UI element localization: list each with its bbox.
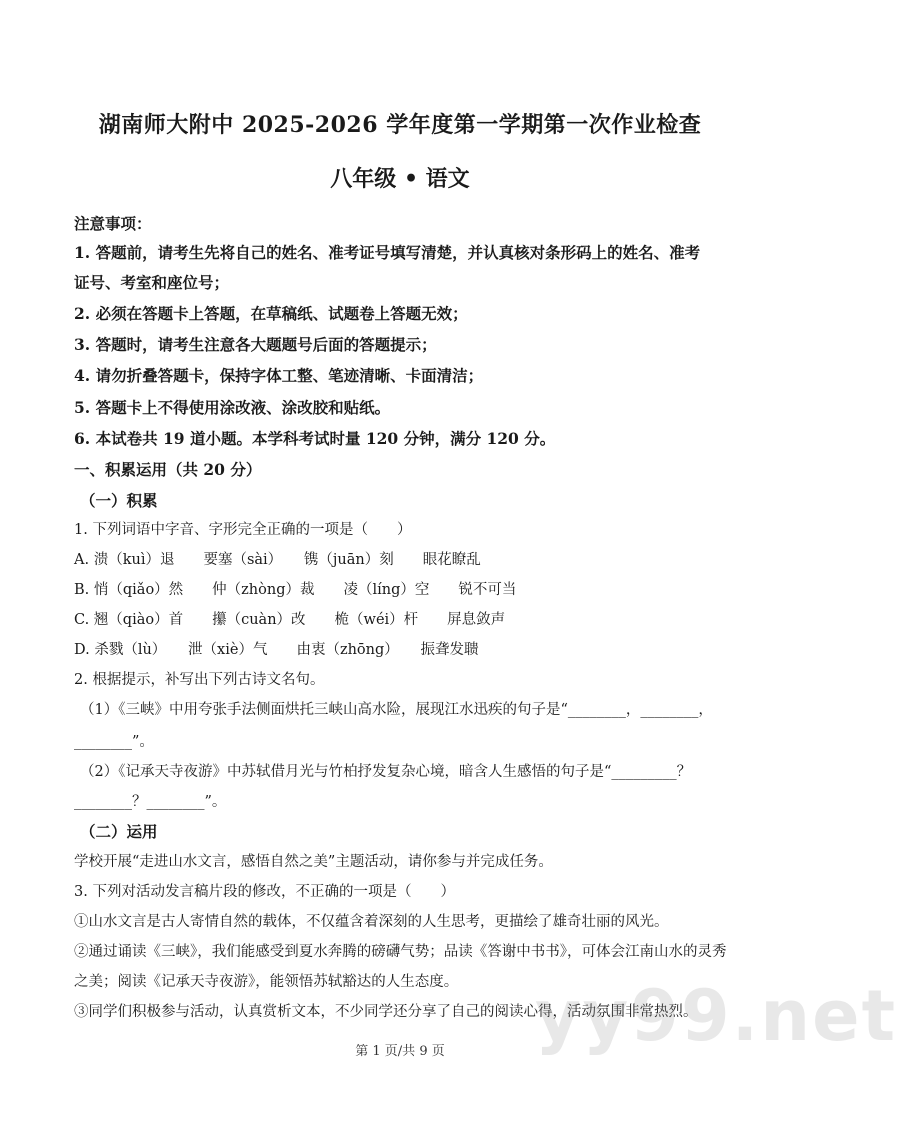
page-footer: 第 1 页/共 9 页: [355, 1044, 445, 1059]
question-2: 2. 根据提示，补写出下列古诗文名句。: [74, 672, 325, 688]
speech-line: ①山水文言是古人寄情自然的载体，不仅蕴含着深刻的人生思考，更描绘了雄奇壮丽的风光。: [74, 914, 669, 930]
watermark: yy99.net: [535, 975, 897, 1057]
subsection-heading: （二）运用: [80, 822, 158, 841]
option-b: B. 悄（qiǎo）然 仲（zhòng）裁 凌（líng）空 锐不可当: [74, 582, 517, 598]
notice-item: 2. 必须在答题卡上答题，在草稿纸、试题卷上答题无效；: [74, 304, 468, 323]
speech-line: ②通过诵读《三峡》，我们能感受到夏水奔腾的磅礴气势；品读《答谢中书书》，可体会江南山水的灵秀: [74, 944, 727, 960]
subsection-heading: （一）积累: [80, 491, 158, 510]
option-d: D. 杀戮（lù） 泄（xiè）气 由衷（zhōng） 振聋发聩: [74, 642, 479, 658]
question-3: 3. 下列对活动发言稿片段的修改，不正确的一项是（ ）: [74, 884, 455, 900]
exam-title: 湖南师大附中 2025-2026 学年度第一学期第一次作业检查: [98, 112, 702, 138]
option-c: C. 翘（qiào）首 攥（cuàn）改 桅（wéi）杆 屏息敛声: [74, 612, 506, 628]
question-2-1: （1）《三峡》中用夸张手法侧面烘托三峡山高水险，展现江水迅疾的句子是“________，________，: [80, 702, 713, 718]
activity-intro: 学校开展“走进山水文言，感悟自然之美”主题活动，请你参与并完成任务。: [74, 854, 553, 870]
question-1: 1. 下列词语中字音、字形完全正确的一项是（ ）: [74, 522, 412, 538]
section-heading: 一、积累运用（共 20 分）: [74, 460, 262, 479]
speech-line: 之美；阅读《记承天寺夜游》，能领悟苏轼豁达的人生态度。: [74, 974, 459, 990]
exam-subtitle: 八年级 • 语文: [330, 166, 470, 192]
question-2-2: （2）《记承天寺夜游》中苏轼借月光与竹柏抒发复杂心境，暗含人生感悟的句子是“_________？: [80, 764, 692, 780]
question-2-1-cont: ________”。: [74, 734, 154, 750]
question-2-2-cont: ________？________”。: [74, 794, 227, 810]
option-a: A. 溃（kuì）退 要塞（sài） 镌（juān）刻 眼花瞭乱: [74, 552, 481, 568]
notice-item: 3. 答题时，请考生注意各大题题号后面的答题提示；: [74, 335, 437, 354]
notice-heading: 注意事项：: [74, 214, 152, 233]
notice-item: 证号、考室和座位号；: [74, 273, 230, 292]
notice-item: 1. 答题前，请考生先将自己的姓名、准考证号填写清楚，并认真核对条形码上的姓名、准考: [74, 243, 701, 262]
speech-line: ③同学们积极参与活动，认真赏析文本，不少同学还分享了自己的阅读心得，活动氛围非常热烈。: [74, 1004, 698, 1020]
notice-item: 4. 请勿折叠答题卡，保持字体工整、笔迹清晰、卡面清洁；: [74, 366, 484, 385]
notice-item: 6. 本试卷共 19 道小题。本学科考试时量 120 分钟，满分 120 分。: [74, 429, 556, 448]
notice-item: 5. 答题卡上不得使用涂改液、涂改胶和贴纸。: [74, 398, 391, 417]
